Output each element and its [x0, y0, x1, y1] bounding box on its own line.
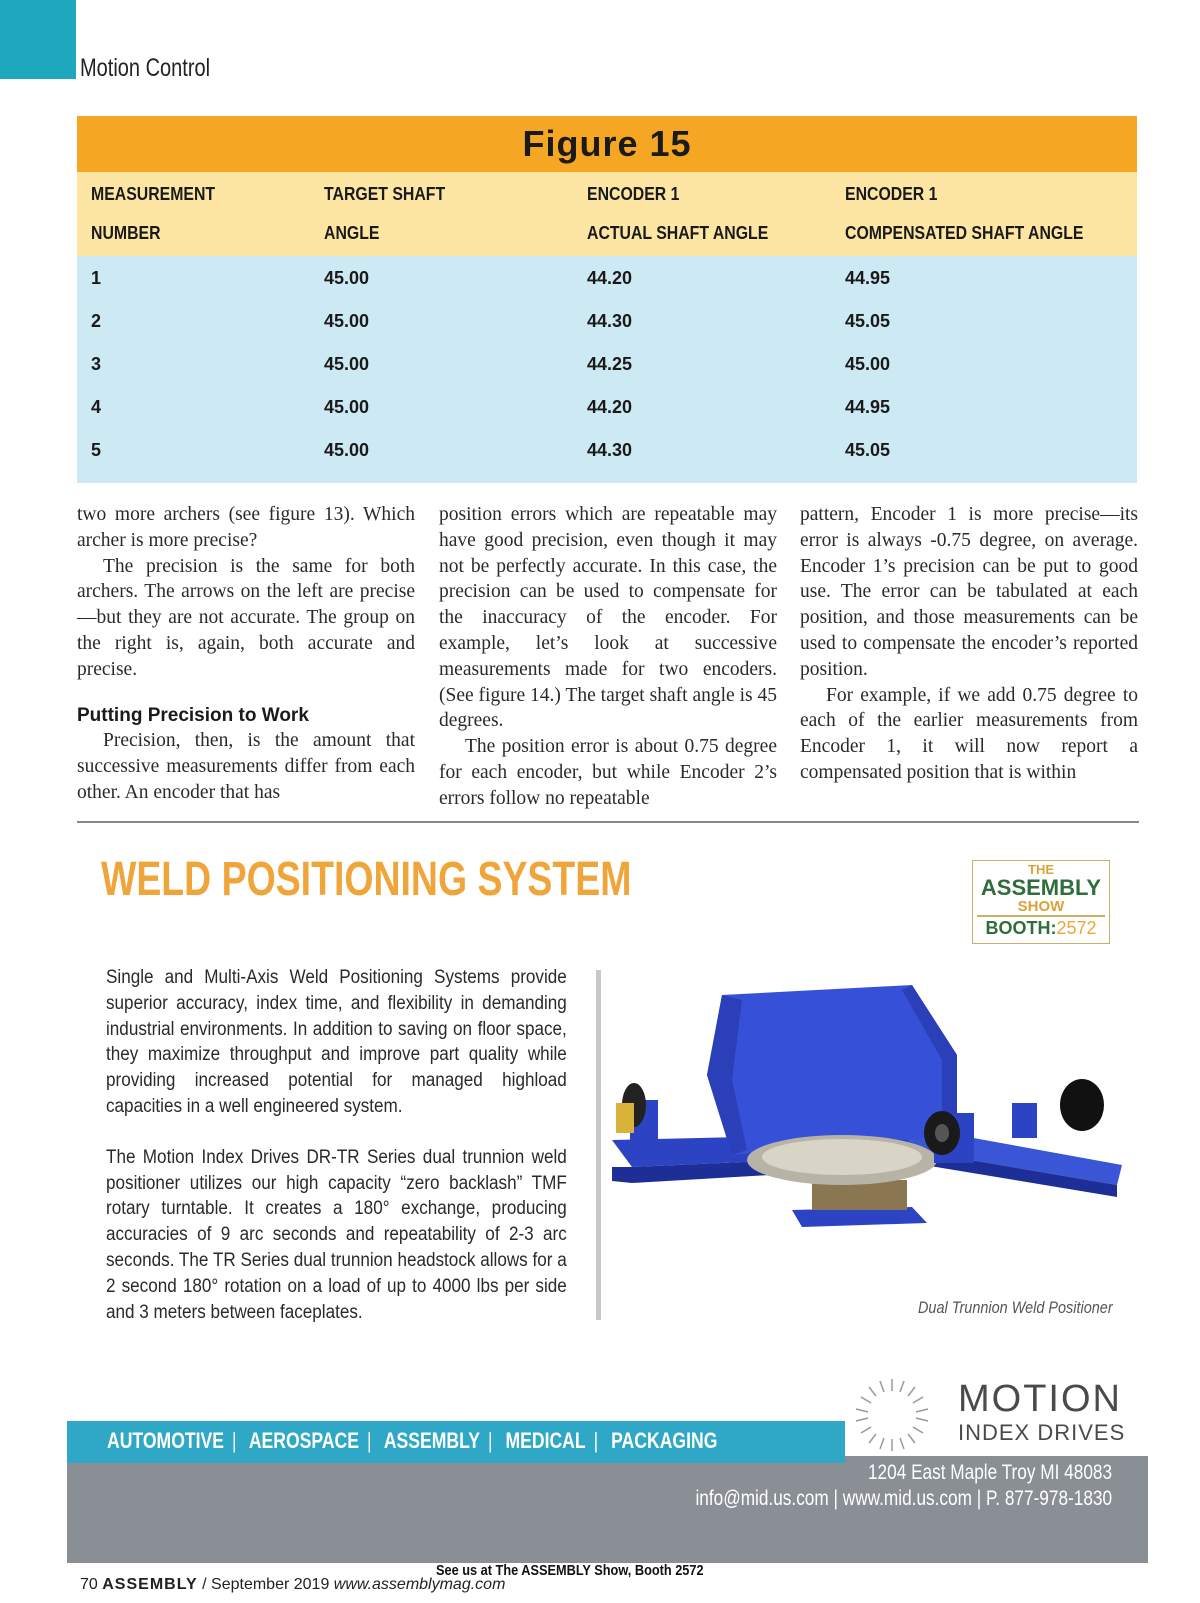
booth-label: BOOTH: — [985, 918, 1057, 938]
ad-divider — [596, 970, 601, 1320]
table-cell: 45.00 — [845, 354, 891, 374]
paragraph: The position error is about 0.75 degree for each encoder, but while Encoder 2’s errors follow no repeatable — [439, 736, 777, 809]
table-row — [77, 342, 1137, 385]
table-cell: 45.00 — [324, 311, 370, 331]
article-column-3 — [800, 502, 1138, 786]
header-cell: MEASUREMENT — [91, 184, 216, 204]
weld-positioner-image — [612, 985, 1132, 1285]
paragraph: position errors which are repeatable may have good precision, even though it may not be perfectly accurate. In this case, the precision can be used to compensate for the inaccuracy of the encoder. For example, let’s look at successive measurements made for two encoders. (See figure 14.) The target shaft angle is 45 degrees. — [439, 504, 777, 732]
assembly-show-logo — [972, 860, 1110, 944]
table-row — [77, 299, 1137, 342]
magazine-brand: ASSEMBLY — [102, 1576, 198, 1593]
table-cell: 44.25 — [587, 354, 633, 374]
issue-date: / September 2019 — [202, 1576, 330, 1593]
paragraph: For example, if we add 0.75 degree to each of the earlier measurements from Encoder 1, it will now report a compensated position that is within — [800, 684, 1138, 783]
image-caption: Dual Trunnion Weld Positioner — [918, 1298, 1113, 1317]
industry-item: MEDICAL — [505, 1428, 586, 1453]
header-cell: COMPENSATED SHAFT ANGLE — [845, 223, 1084, 243]
ad-paragraph: Single and Multi-Axis Weld Positioning Systems provide superior accuracy, index time, and flexibility in demanding industrial environments. In addition to saving on floor space, they maximize throughput and improve part quality while providing increased potential for managed highload capacities in a well engineered system. — [106, 967, 567, 1117]
article-columns — [77, 502, 1140, 812]
figure-15-table — [77, 116, 1137, 483]
table-cell: 3 — [91, 354, 102, 374]
table-header — [77, 172, 1137, 256]
booth-number — [977, 915, 1105, 939]
header-cell: NUMBER — [91, 223, 161, 243]
table-cell: 44.20 — [587, 397, 633, 417]
header-cell: ANGLE — [324, 223, 380, 243]
logo-line: THE — [1028, 862, 1054, 877]
divider — [77, 821, 1139, 823]
ad-body — [106, 965, 567, 1350]
page-number: 70 — [80, 1576, 98, 1593]
article-column-2 — [439, 502, 777, 812]
logo-line: SHOW — [1017, 898, 1065, 915]
page-footer — [80, 1576, 505, 1594]
table-cell: 45.00 — [324, 440, 370, 460]
logo-line: ASSEMBLY — [980, 875, 1102, 900]
magazine-url: www.assemblymag.com — [333, 1576, 506, 1593]
contact-line: info@mid.us.com | www.mid.us.com | P. 877-978-1830 — [695, 1487, 1112, 1510]
booth-number-value: 2572 — [1056, 918, 1097, 938]
table-cell: 1 — [91, 268, 102, 288]
table-cell: 5 — [91, 440, 102, 460]
table-cell: 45.00 — [324, 354, 370, 374]
table-cell: 44.20 — [587, 268, 633, 288]
table-cell: 44.30 — [587, 440, 633, 460]
header-cell: ENCODER 1 — [587, 184, 680, 204]
company-address — [695, 1460, 1112, 1512]
paragraph: two more archers (see figure 13). Which archer is more precise? — [77, 504, 415, 551]
table-cell: 44.30 — [587, 311, 633, 331]
industry-item: PACKAGING — [611, 1428, 718, 1453]
header-cell: ENCODER 1 — [845, 184, 938, 204]
table-row — [77, 385, 1137, 428]
company-name: MOTION — [958, 1378, 1122, 1420]
company-subname: INDEX DRIVES — [958, 1420, 1126, 1445]
paragraph: The precision is the same for both archers. The arrows on the left are precise—but they are not accurate. The group on the right is, again, both accurate and precise. — [77, 555, 415, 680]
ad-title: WELD POSITIONING SYSTEM — [101, 853, 632, 906]
industry-item: ASSEMBLY — [383, 1428, 480, 1453]
figure-title: Figure 15 — [77, 116, 1137, 172]
table-cell: 45.05 — [845, 311, 891, 331]
industry-item: AEROSPACE — [248, 1428, 360, 1453]
table-row — [77, 428, 1137, 471]
motion-index-drives-logo-icon — [852, 1375, 932, 1455]
table-cell: 4 — [91, 397, 102, 417]
section-label: Motion Control — [80, 54, 211, 82]
table-cell: 2 — [91, 311, 102, 331]
section-color-tab — [0, 0, 76, 79]
paragraph: Precision, then, is the amount that successive measurements differ from each other. An encoder that has — [77, 730, 415, 803]
ad-paragraph: The Motion Index Drives DR-TR Series dual trunnion weld positioner utilizes our high capacity “zero backlash” TMF rotary turntable. It creates a 180° exchange, producing accuracies of 9 arc seconds and repeatability of 2-3 arc seconds. The TR Series dual trunnion headstock allows for a 2 second 180° rotation on a load of up to 4000 lbs per side and 3 meters between faceplates. — [106, 1146, 567, 1323]
booth-note: See us at The ASSEMBLY Show, Booth 2572 — [436, 1562, 704, 1579]
article-column-1 — [77, 502, 415, 806]
header-cell: ACTUAL SHAFT ANGLE — [587, 223, 769, 243]
table-body — [77, 256, 1137, 471]
industry-item: AUTOMOTIVE — [107, 1428, 225, 1453]
industries-list: AUTOMOTIVE | AEROSPACE | ASSEMBLY | MEDICAL | PACKAGING — [107, 1428, 718, 1453]
address-line: 1204 East Maple Troy MI 48083 — [867, 1461, 1112, 1484]
table-cell: 45.00 — [324, 397, 370, 417]
table-row — [77, 256, 1137, 299]
table-cell: 45.00 — [324, 268, 370, 288]
table-cell: 44.95 — [845, 268, 891, 288]
header-cell: TARGET SHAFT — [324, 184, 446, 204]
table-cell: 45.05 — [845, 440, 891, 460]
paragraph: pattern, Encoder 1 is more precise—its error is always -0.75 degree, on average. Encoder 1’s precision can be put to good use. The error can be tabulated at each position, and those measurements can be used to compensate the encoder’s reported position. — [800, 504, 1138, 680]
subheading: Putting Precision to Work — [77, 704, 309, 726]
table-cell: 44.95 — [845, 397, 891, 417]
